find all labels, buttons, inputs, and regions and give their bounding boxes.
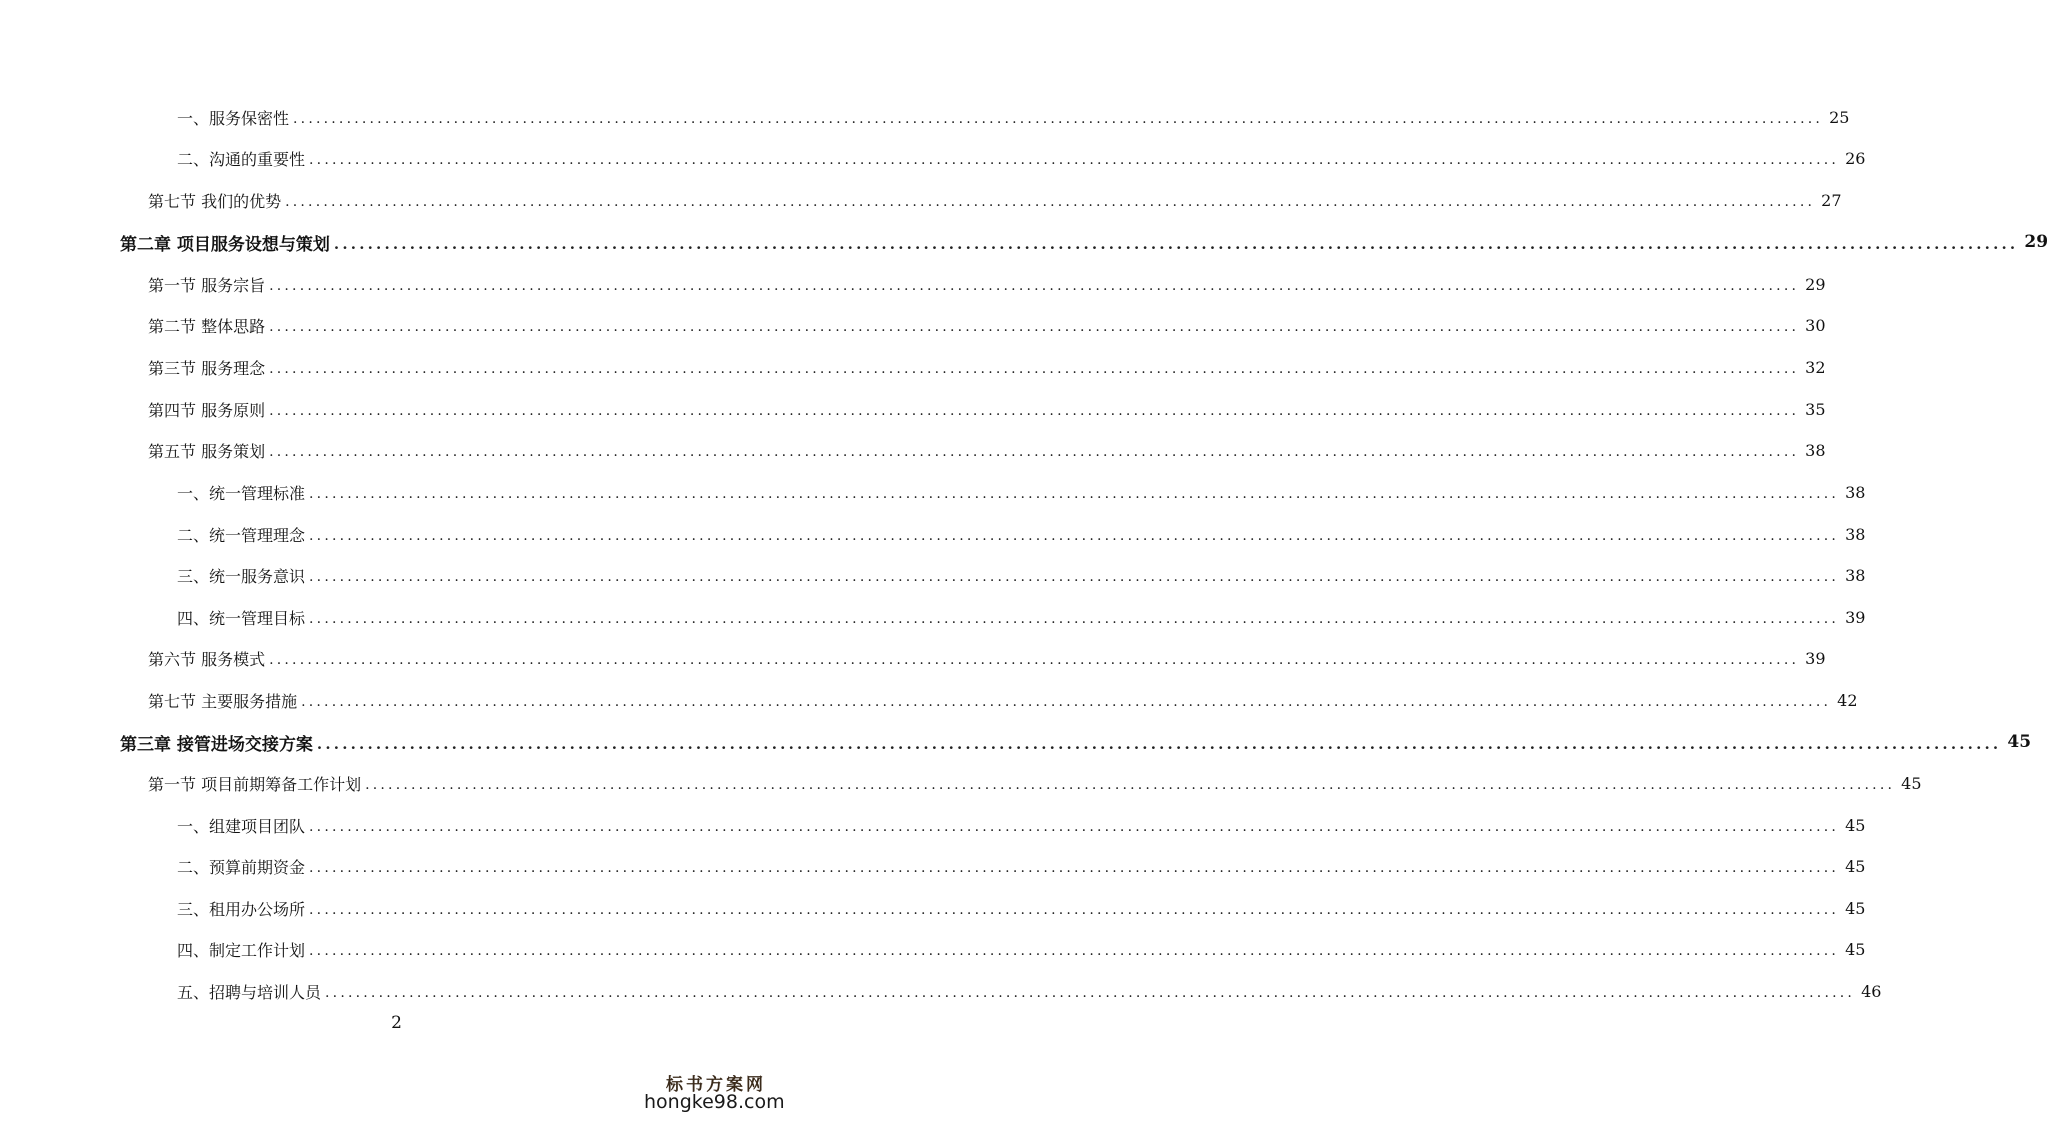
toc-entry[interactable]	[148, 687, 1858, 713]
toc-leader-dots: ........................................................................................................................................................................................................	[309, 152, 1840, 168]
toc-entry-title: 二、沟通的重要性	[177, 149, 306, 169]
toc-entry[interactable]	[148, 354, 1826, 380]
toc-entry[interactable]	[148, 271, 1826, 297]
toc-entry[interactable]	[177, 895, 1866, 921]
toc-entry-title: 二、统一管理理念	[177, 525, 306, 545]
toc-entry-page: 27	[1821, 190, 1842, 210]
toc-entry-title: 第三章 接管进场交接方案	[120, 734, 313, 755]
toc-entry-page: 26	[1845, 148, 1866, 168]
toc-leader-dots: ........................................................................................................................................................................................................	[309, 902, 1840, 918]
toc-entry-page: 35	[1805, 399, 1826, 419]
toc-leader-dots: ........................................................................................................................................................................................................	[309, 611, 1840, 627]
toc-entry-page: 45	[2007, 732, 2032, 752]
toc-entry[interactable]	[148, 312, 1826, 338]
toc-entry[interactable]	[177, 604, 1866, 630]
toc-leader-dots: ........................................................................................................................................................................................................	[293, 111, 1824, 127]
toc-entry-title: 三、统一服务意识	[177, 566, 306, 586]
toc-leader-dots: ........................................................................................................................................................................................................	[333, 234, 2019, 253]
toc-entry-page: 45	[1845, 856, 1866, 876]
toc-entry[interactable]	[177, 479, 1866, 505]
toc-entry-page: 29	[2024, 232, 2048, 252]
toc-entry-title: 第五节 服务策划	[148, 441, 266, 461]
watermark-url: hongke98.com	[644, 1091, 785, 1113]
toc-leader-dots: ........................................................................................................................................................................................................	[269, 319, 1800, 335]
toc-entry[interactable]	[177, 812, 1866, 838]
toc-entry-title: 一、服务保密性	[177, 108, 290, 128]
toc-leader-dots: ........................................................................................................................................................................................................	[309, 528, 1840, 544]
toc-leader-dots: ........................................................................................................................................................................................................	[301, 694, 1832, 710]
toc-entry-title: 一、组建项目团队	[177, 816, 306, 836]
toc-entry-page: 38	[1845, 565, 1866, 585]
toc-entry[interactable]	[177, 104, 1850, 130]
toc-leader-dots: ........................................................................................................................................................................................................	[269, 403, 1800, 419]
toc-entry-page: 29	[1805, 274, 1826, 294]
toc-entry-title: 第六节 服务模式	[148, 649, 266, 669]
toc-entry[interactable]	[148, 437, 1826, 463]
toc-entry[interactable]	[177, 521, 1866, 547]
toc-entry[interactable]	[148, 645, 1826, 671]
toc-entry-page: 46	[1861, 981, 1882, 1001]
page-number: 2	[391, 1013, 402, 1033]
toc-entry-title: 五、招聘与培训人员	[177, 982, 322, 1002]
toc-entry-title: 第三节 服务理念	[148, 358, 266, 378]
toc-entry[interactable]	[177, 145, 1866, 171]
toc-entry[interactable]	[177, 562, 1866, 588]
toc-entry[interactable]	[148, 187, 1842, 213]
toc-entry-page: 39	[1845, 607, 1866, 627]
toc-entry[interactable]	[148, 770, 1922, 796]
toc-entry-page: 45	[1845, 815, 1866, 835]
toc-entry-page: 30	[1805, 315, 1826, 335]
toc-leader-dots: ........................................................................................................................................................................................................	[309, 486, 1840, 502]
toc-leader-dots: ........................................................................................................................................................................................................	[285, 194, 1816, 210]
toc-entry-page: 38	[1845, 524, 1866, 544]
toc-entry-title: 第一节 服务宗旨	[148, 275, 266, 295]
toc-entry-title: 三、租用办公场所	[177, 899, 306, 919]
toc-leader-dots: ........................................................................................................................................................................................................	[309, 569, 1840, 585]
toc-chapter-entry[interactable]	[120, 729, 2032, 755]
toc-entry-title: 第二节 整体思路	[148, 316, 266, 336]
toc-leader-dots: ........................................................................................................................................................................................................	[309, 860, 1840, 876]
toc-entry-title: 第二章 项目服务设想与策划	[120, 234, 330, 255]
toc-entry-page: 45	[1901, 773, 1922, 793]
toc-entry[interactable]	[177, 978, 1882, 1004]
toc-entry-page: 42	[1837, 690, 1858, 710]
toc-entry-title: 四、统一管理目标	[177, 608, 306, 628]
toc-chapter-entry[interactable]	[120, 229, 2048, 255]
toc-leader-dots: ........................................................................................................................................................................................................	[365, 777, 1896, 793]
watermark-title: 标书方案网	[666, 1075, 766, 1095]
toc-entry-page: 38	[1845, 482, 1866, 502]
toc-entry-page: 38	[1805, 440, 1826, 460]
toc-entry-title: 四、制定工作计划	[177, 940, 306, 960]
toc-entry[interactable]	[177, 853, 1866, 879]
toc-leader-dots: ........................................................................................................................................................................................................	[309, 943, 1840, 959]
toc-leader-dots: ........................................................................................................................................................................................................	[269, 278, 1800, 294]
toc-leader-dots: ........................................................................................................................................................................................................	[309, 819, 1840, 835]
toc-entry-title: 一、统一管理标准	[177, 483, 306, 503]
toc-entry-title: 二、预算前期资金	[177, 857, 306, 877]
toc-leader-dots: ........................................................................................................................................................................................................	[316, 734, 2002, 753]
toc-entry[interactable]	[148, 396, 1826, 422]
toc-entry-page: 45	[1845, 898, 1866, 918]
toc-leader-dots: ........................................................................................................................................................................................................	[325, 985, 1856, 1001]
toc-leader-dots: ........................................................................................................................................................................................................	[269, 444, 1800, 460]
toc-entry-title: 第一节 项目前期筹备工作计划	[148, 774, 362, 794]
toc-entry-page: 39	[1805, 648, 1826, 668]
toc-entry-title: 第七节 主要服务措施	[148, 691, 298, 711]
toc-leader-dots: ........................................................................................................................................................................................................	[269, 652, 1800, 668]
toc-entry[interactable]	[177, 936, 1866, 962]
toc-entry-page: 45	[1845, 939, 1866, 959]
toc-leader-dots: ........................................................................................................................................................................................................	[269, 361, 1800, 377]
toc-entry-title: 第七节 我们的优势	[148, 191, 282, 211]
toc-entry-title: 第四节 服务原则	[148, 400, 266, 420]
toc-entry-page: 32	[1805, 357, 1826, 377]
toc-entry-page: 25	[1829, 107, 1850, 127]
